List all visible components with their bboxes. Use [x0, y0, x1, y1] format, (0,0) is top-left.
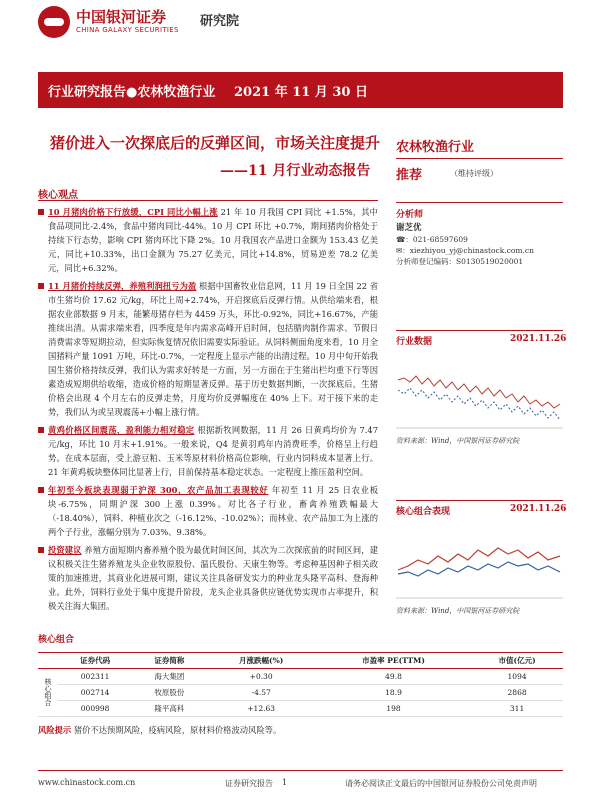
bullet-icon: [38, 547, 44, 553]
portfolio-side-title-text: 核心组合: [44, 677, 52, 706]
table-header: 证券代码: [58, 653, 132, 669]
paragraph-text: 年初至 11 月 25 日农业板块-6.75%，同期沪深 300 上涨 0.39%。对比各子行业，畜禽养殖跌幅最大（-18.40%），饲料、种植业次之（-16.12%、-10.02%）；而林业、农产品加工为上涨的两个子行业，涨幅分别为 7.03%、9.38%。: [48, 485, 378, 537]
table-cell: 牧原股份: [132, 685, 206, 701]
bullet-icon: [38, 487, 44, 493]
report-title: 猪价进入一次探底后的反弹区间，市场关注度提升: [50, 134, 381, 152]
table-cell: 002311: [58, 669, 132, 685]
sidebar-divider: [396, 202, 563, 203]
brand-name-cn: 中国银河证券: [76, 8, 167, 26]
paragraph-cpi: [38, 205, 378, 275]
table-cell: -4.57: [206, 685, 315, 701]
table-cell: 000998: [58, 701, 132, 717]
chart2-label: 核心组合表现: [396, 507, 451, 517]
table-cell: 198: [316, 701, 471, 717]
risk-lead: 风险提示: [38, 725, 72, 735]
paragraph-sector-performance: [38, 483, 378, 539]
chart1-line-blue: [398, 388, 560, 420]
rating-note: （维持评级）: [450, 169, 498, 178]
table-cell: 18.9: [316, 685, 471, 701]
table-header: 证券简称: [132, 653, 206, 669]
analyst-email[interactable]: ✉：xiezhiyou_yj@chinastock.com.cn: [396, 246, 534, 255]
table-cell: 311: [471, 701, 563, 717]
paragraph-text: 21 年 10 月我国 CPI 同比 +1.5%，其中食品项同比-2.4%，食品中猪肉同比-44%。10 月 CPI 环比 +0.7%，期间猪肉价格处于持续下行态势，影响 CPI 猪肉环比下降 2%。10 月我国农产品进口金额为 153.43 亿美元，同比+10.33%，出口金额为 75.27 亿美元，同比+14.8%，贸易逆差 78.2 亿美元，同比+6.32%。: [48, 207, 378, 273]
chart2-date: 2021.11.26: [510, 504, 567, 514]
sidebar-divider: [396, 500, 563, 501]
table-cell: 海大集团: [132, 669, 206, 685]
core-views-body: [38, 200, 378, 617]
core-views-label: 核心观点: [38, 190, 78, 201]
rating-recommend: 推荐: [396, 168, 423, 183]
footer-disclaimer: 请务必阅读正文最后的中国银河证券股份公司免责声明: [345, 779, 537, 788]
table-cell: +0.30: [206, 669, 315, 685]
sidebar-industry: 农林牧渔行业: [396, 140, 475, 155]
chart1-date: 2021.11.26: [510, 334, 567, 344]
table-header-spacer: [38, 653, 58, 669]
footer-url[interactable]: www.chinastock.com.cn: [38, 778, 136, 787]
portfolio-label: 核心组合: [38, 635, 75, 645]
bullet-icon: [38, 283, 44, 289]
paragraph-text: 养殖方面短期内畜养殖个股为最优时间区间，其次为二次探底前的时间区间，建议积极关注生猪养殖龙头企业牧原股份、温氏股份、天康生物等。考虑种基因种子相关政策的加速推进，其商业化进展可期，建议关注具备研发实力的种业龙头隆平高科、登海种业。此外，饲料行业处于集中度提升阶段，龙头企业具备供应链优势实现市占率提升，积极关注海大集团。: [48, 545, 378, 611]
portfolio-performance-chart: [396, 520, 563, 600]
analyst-cert: 分析师登记编码：S0130519020001: [396, 257, 524, 266]
galaxy-logo-icon: [38, 6, 70, 38]
paragraph-text: 根据新牧网数据，11 月 26 日黄鸡均价为 7.47 元/kg，环比 10 月末+1.91%。一般来说，Q4 是黄羽鸡年内消费旺季，价格呈上行趋势。在成本层面，受上游豆粕、玉米等原材料价格高位影响，行业内饲料成本显著上行。21 年黄鸡板块整体同比显著上行，目前保持基本稳定状态。一定程度上推压盈利空间。: [48, 425, 378, 477]
chart1-source: 资料来源：Wind，中国银河证券研究院: [396, 437, 520, 445]
table-cell: 2868: [471, 685, 563, 701]
chart2-line-blue: [398, 562, 560, 576]
sidebar-divider: [396, 158, 563, 159]
brand-name-en: CHINA GALAXY SECURITIES: [76, 26, 179, 34]
bullet-icon: [38, 209, 44, 215]
bullet-icon: [38, 427, 44, 433]
paragraph-hog-price: [38, 279, 378, 419]
portfolio-table: [38, 652, 563, 717]
chart1-label: 行业数据: [396, 337, 433, 347]
table-header-row: [38, 653, 563, 669]
table-cell: 隆平高科: [132, 701, 206, 717]
paragraph-lead: 投资建议: [48, 545, 82, 555]
paragraph-chicken-price: [38, 423, 378, 479]
risk-text: 猪价不达预期风险，疫病风险，原材料价格波动风险等。: [71, 725, 282, 735]
report-date: 2021 年 11 月 30 日: [234, 85, 368, 100]
paragraph-lead: 黄鸡价格区间震荡，盈利能力相对稳定: [48, 425, 195, 435]
analyst-label: 分析师: [396, 210, 424, 220]
portfolio-side-title: [38, 669, 58, 717]
chart2-line-red: [398, 548, 560, 570]
table-row: [38, 669, 563, 685]
chart1-line-red: [398, 376, 560, 408]
risk-warning: [38, 724, 563, 736]
paragraph-lead: 年初至今板块表现弱于沪深 300，农产品加工表现较好: [48, 485, 269, 495]
table-header: 市值(亿元): [471, 653, 563, 669]
paragraph-text: 根据中国畜牧业信息网，11 月 19 日全国 22 省市生猪均价 17.62 元/kg，环比上周+2.74%，开启探底后反弹行情。从供给端来看，根据农业部数据 9 月末，能繁母猪存栏为 4459 万头，环比-0.92%，同比+16.67%，产能推续出清。从需求端来看，四季度是年内需求高峰开启时间，包括腊肉制作需求、节假日消费需求等短期拉动，但实际恢复情况依旧需要实际验证。从饲料侧面角度来看，10 月全国猪料产量 1091 万吨，环比-0.7%，一定程度上显示产能的出清过程。10 月中旬开始我国生猪价格持续反弹，我们认为需求好转是一方面，另一方面在于生猪出栏均重下行等因素造成短期供给收缩，造成价格的短期显著反弹。基于历史数据判断，一次探底后，生猪价格会出现 4 个月左右的反弹走势，月度均价反弹幅度在 40% 上下。对于接下来的走势，我们认为或呈现震荡+小幅上涨行情。: [48, 281, 379, 417]
report-subtitle: ——11 月行业动态报告: [220, 163, 371, 179]
analyst-phone: ☎：021-68597609: [396, 235, 468, 244]
table-cell: 002714: [58, 685, 132, 701]
table-row: [38, 685, 563, 701]
paragraph-lead: 10 月猪肉价格下行放缓，CPI 同比小幅上涨: [48, 207, 218, 217]
table-cell: +12.63: [206, 701, 315, 717]
table-cell: 49.8: [316, 669, 471, 685]
analyst-name: 谢芝优: [396, 223, 422, 233]
report-header-bar: [38, 72, 563, 108]
table-cell: 1094: [471, 669, 563, 685]
footer-report-type: 证券研究报告: [225, 779, 273, 788]
footer-page-number: 1: [282, 778, 288, 787]
footer-divider: [38, 770, 563, 771]
table-header: 市盈率 PE(TTM): [316, 653, 471, 669]
report-type: 行业研究报告●农林牧渔行业: [48, 85, 216, 100]
brand-logo: [38, 6, 179, 40]
paragraph-lead: 11 月猪价持续反弹，养殖利润扭亏为盈: [48, 281, 197, 291]
paragraph-investment-advice: [38, 543, 378, 613]
chart2-source: 资料来源：Wind，中国银河证券研究院: [396, 607, 520, 615]
industry-data-chart: [396, 350, 563, 430]
institute-label: 研究院: [200, 14, 240, 29]
table-row: [38, 701, 563, 717]
sidebar-divider: [396, 330, 563, 331]
table-header: 月涨跌幅(%): [206, 653, 315, 669]
